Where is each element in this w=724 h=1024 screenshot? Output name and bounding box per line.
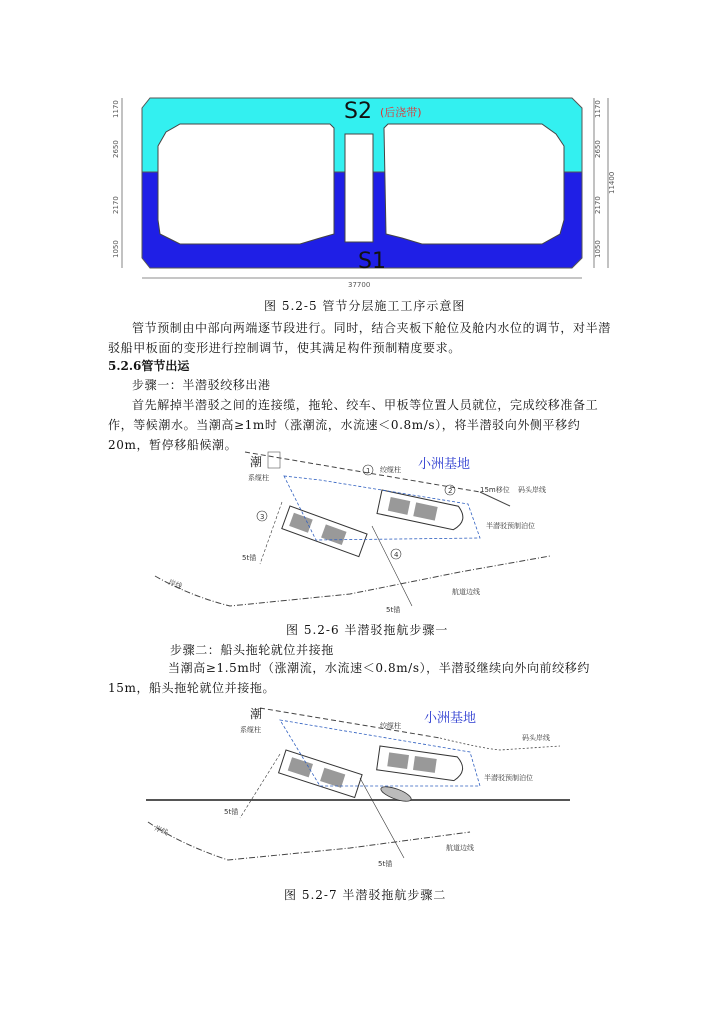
move-label: 15m移位: [480, 486, 510, 494]
svg-text:1170: 1170: [594, 100, 602, 118]
cross-section-figure: [108, 92, 618, 290]
bank-label: 航道边线: [452, 588, 480, 596]
figure-caption-1: 图 5.2-5 管节分层施工工序示意图: [264, 299, 466, 313]
right-line-label-2: 码头岸线: [522, 734, 550, 742]
svg-text:3: 3: [260, 513, 265, 521]
winch-label-2: 绞缆柱: [380, 722, 401, 730]
left-dimensions: [112, 100, 120, 258]
shore-label-2: 岸线: [153, 824, 170, 838]
base-label-2: 小洲基地: [424, 711, 477, 726]
anchor-left-label-2: 5t锚: [224, 808, 239, 816]
svg-text:4: 4: [394, 551, 399, 559]
svg-text:2650: 2650: [112, 140, 120, 158]
tugboat: [379, 784, 412, 804]
s2-note: (后浇带): [380, 106, 422, 119]
barge-b: [377, 746, 465, 782]
winch-label: 绞缆柱: [380, 466, 401, 474]
svg-text:1050: 1050: [112, 240, 120, 258]
tide-label: 潮: [250, 455, 263, 469]
s2-label: S2: [344, 99, 372, 124]
right-line-label: 码头岸线: [518, 486, 546, 494]
svg-text:2170: 2170: [594, 196, 602, 214]
moored-label: 半潜驳预制泊位: [486, 522, 535, 530]
cable-label: 系缆柱: [248, 474, 269, 482]
barge-2: [377, 490, 465, 531]
tide-label-2: 潮: [250, 707, 263, 721]
svg-text:11400: 11400: [608, 171, 616, 194]
anchor-bottom-label: 5t锚: [386, 606, 401, 614]
bank-label-2: 航道边线: [446, 844, 474, 852]
moored-label-2: 半潜驳预制泊位: [484, 774, 533, 782]
anchor-bottom-label-2: 5t锚: [378, 860, 393, 868]
step1-body: 首先解掉半潜驳之间的连接缆，拖轮、绞车、甲板等位置人员就位，完成绞移准备工作，等候潮水。当潮高≥1m时（涨潮流，水流速＜0.8m/s），将半潜驳向外侧平移约20m，暂停移船候潮。: [108, 398, 599, 452]
section-heading: 5.2.6管节出运: [108, 359, 190, 373]
barge-1: [282, 506, 367, 557]
svg-text:2650: 2650: [594, 140, 602, 158]
tow-step2-figure: [140, 694, 574, 886]
bottom-dimension: 37700: [348, 281, 371, 289]
svg-text:1050: 1050: [594, 240, 602, 258]
s1-label: S1: [358, 249, 386, 274]
step2-title: 步骤二：船头拖轮就位并接拖: [170, 643, 334, 657]
svg-text:1: 1: [366, 467, 371, 475]
middle-gallery: [345, 134, 373, 242]
svg-text:2170: 2170: [112, 196, 120, 214]
barge-a: [279, 750, 363, 798]
figure-caption-2: 图 5.2-6 半潜驳拖航步骤一: [286, 623, 449, 637]
right-chamber: [384, 124, 564, 244]
paragraph-prefab: 管节预制由中部向两端逐节段进行。同时，结合夹板下舱位及舱内水位的调节，对半潜驳船甲板面的变形进行控制调节，使其满足构件预制精度要求。: [108, 321, 611, 355]
left-chamber: [158, 124, 334, 244]
figure-caption-3: 图 5.2-7 半潜驳拖航步骤二: [284, 888, 447, 902]
svg-text:2: 2: [448, 487, 453, 495]
shore-label: 岸线: [167, 578, 184, 591]
anchor-left-label: 5t锚: [242, 554, 257, 562]
cable-label-2: 系缆柱: [240, 726, 261, 734]
right-dimensions: [594, 100, 616, 258]
base-label: 小洲基地: [418, 457, 471, 472]
svg-text:1170: 1170: [112, 100, 120, 118]
tow-step1-figure: [150, 446, 580, 618]
step1-title: 步骤一：半潜驳绞移出港: [132, 378, 271, 392]
step2-body: 当潮高≥1.5m时（涨潮流，水流速＜0.8m/s），半潜驳继续向外向前绞移约15m，船头拖轮就位并接拖。: [108, 661, 590, 695]
